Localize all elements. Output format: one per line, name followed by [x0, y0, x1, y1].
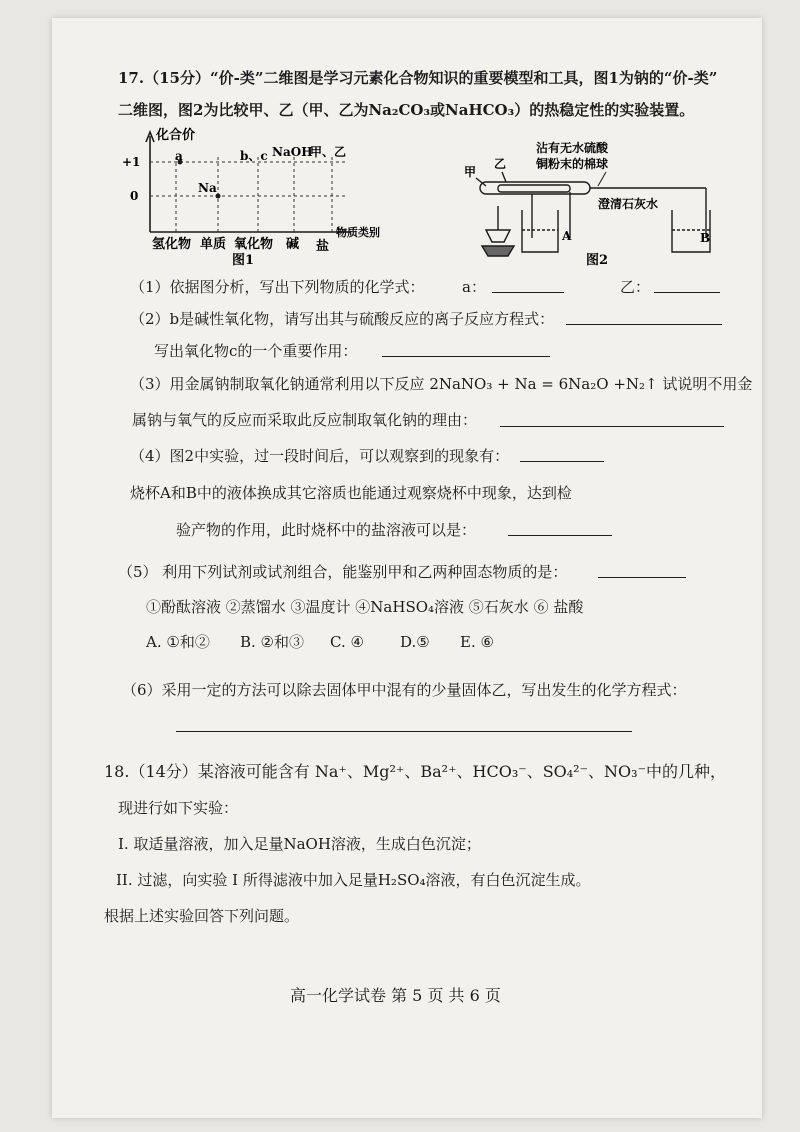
q17-part1-label-yi: 乙： — [620, 278, 651, 296]
q17-part6-prompt: （6）采用一定的方法可以除去固体甲中混有的少量固体乙，写出发生的化学方程式： — [122, 681, 687, 699]
q18-experiment-1: I. 取适量溶液，加入足量NaOH溶液，生成白色沉淀； — [118, 835, 481, 853]
q17-part3-prompt-b: 属钠与氧气的反应而采取此反应制取氧化钠的理由： — [132, 411, 478, 429]
answer-blank-chemical-equation[interactable] — [176, 717, 632, 732]
answer-blank-yi[interactable] — [654, 278, 720, 293]
fig2-label-limewater: 澄清石灰水 — [598, 197, 659, 211]
answer-blank-ionic-equation[interactable] — [566, 310, 722, 325]
fig1-xcat-base: 碱 — [286, 237, 300, 252]
fig1-ytick-plus1: +1 — [122, 155, 141, 169]
q17-intro-line1: 17.（15分）“价-类”二维图是学习元素化合物知识的重要模型和工具，图1为钠的“价-类” — [118, 69, 718, 87]
fig2-label-cotton-1: 沾有无水硫酸 — [536, 141, 609, 155]
q17-part2-prompt-b: 写出氧化物c的一个重要作用： — [154, 342, 358, 360]
fig1-xlabel: 物质类别 — [336, 226, 380, 239]
option-d[interactable]: D.⑤ — [400, 633, 430, 651]
page-footer: 高一化学试卷 第 5 页 共 6 页 — [290, 986, 501, 1005]
q18-intro-line1: 18.（14分）某溶液可能含有 Na⁺、Mg²⁺、Ba²⁺、HCO₃⁻、SO₄²⁻、NO₃⁻中的几种， — [104, 762, 727, 781]
q18-instruction: 根据上述实验回答下列问题。 — [104, 907, 300, 925]
answer-blank-reagents[interactable] — [598, 563, 686, 578]
fig2-label-beaker-b: B — [700, 231, 711, 245]
fig1-xcat-salt: 盐 — [316, 239, 330, 254]
option-e[interactable]: E. ⑥ — [460, 633, 494, 651]
fig1-label-naoh: NaOH — [272, 145, 313, 159]
fig2-label-cotton-2: 铜粉末的棉球 — [536, 157, 609, 171]
answer-blank-salt-solution[interactable] — [508, 521, 612, 536]
q17-intro-line2: 二维图，图2为比较甲、乙（甲、乙为Na₂CO₃或NaHCO₃）的热稳定性的实验装置。 — [118, 101, 695, 119]
figure-2-thermal-stability-apparatus — [458, 138, 720, 266]
q18-intro-line2: 现进行如下实验： — [118, 799, 239, 817]
fig1-label-bc: b、c — [240, 149, 268, 163]
fig1-label-na: Na — [198, 181, 217, 195]
q17-part4-prompt-b: 烧杯A和B中的液体换成其它溶质也能通过观察烧杯中现象，达到检 — [130, 484, 572, 502]
figure-1-value-class-diagram — [118, 124, 380, 268]
answer-blank-phenomenon[interactable] — [520, 447, 604, 462]
fig1-caption: 图1 — [232, 253, 255, 268]
q17-part5-reagent-list: ①酚酞溶液 ②蒸馏水 ③温度计 ④NaHSO₄溶液 ⑤石灰水 ⑥ 盐酸 — [146, 598, 584, 616]
answer-blank-a[interactable] — [492, 278, 564, 293]
option-b[interactable]: B. ②和③ — [240, 633, 305, 651]
answer-blank-reason[interactable] — [500, 412, 724, 427]
q17-part1-label-a: a： — [462, 278, 486, 296]
fig2-label-jia: 甲 — [464, 165, 477, 179]
fig1-xcat-element: 单质 — [200, 237, 227, 252]
option-a[interactable]: A. ①和② — [146, 633, 210, 651]
fig2-label-beaker-a: A — [562, 229, 572, 243]
q18-experiment-2: II. 过滤，向实验 I 所得滤液中加入足量H₂SO₄溶液，有白色沉淀生成。 — [116, 871, 591, 889]
q17-part4-prompt-c: 验产物的作用，此时烧杯中的盐溶液可以是： — [176, 521, 477, 539]
fig1-xcat-oxide: 氧化物 — [234, 237, 274, 252]
q17-part2-prompt: （2）b是碱性氧化物，请写出其与硫酸反应的离子反应方程式： — [130, 310, 555, 328]
fig1-xcat-hydride: 氢化物 — [152, 237, 192, 252]
fig1-label-a: a — [175, 149, 183, 163]
fig2-label-yi: 乙 — [494, 157, 507, 171]
q17-part3-prompt: （3）用金属钠制取氧化钠通常利用以下反应 2NaNO₃ + Na = 6Na₂O +N₂↑ 试说明不用金 — [130, 375, 753, 393]
q17-part5-prompt: （5） 利用下列试剂或试剂组合，能鉴别甲和乙两种固态物质的是： — [118, 563, 568, 581]
fig1-ylabel: 化合价 — [156, 128, 196, 143]
q17-part1-prompt: （1）依据图分析，写出下列物质的化学式： — [130, 278, 425, 296]
option-c[interactable]: C. ④ — [330, 633, 364, 651]
fig1-label-jia-yi: 甲、乙 — [310, 145, 347, 159]
fig2-caption: 图2 — [586, 253, 609, 268]
fig1-ytick-0: 0 — [130, 189, 139, 203]
answer-blank-oxide-c-use[interactable] — [382, 342, 550, 357]
q17-part4-prompt: （4）图2中实验，过一段时间后，可以观察到的现象有： — [130, 447, 510, 465]
